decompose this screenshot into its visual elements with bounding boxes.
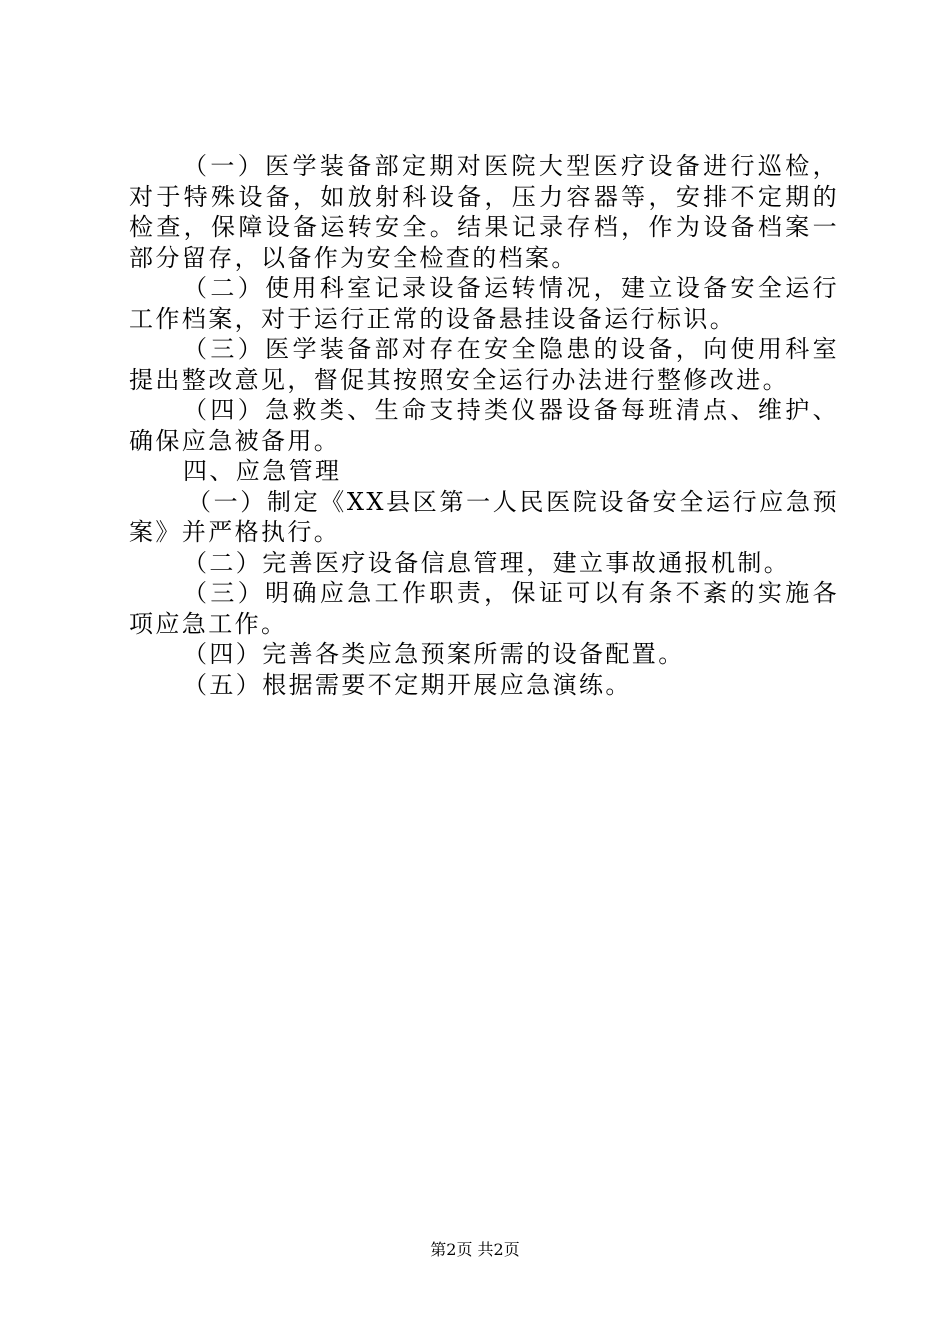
paragraph-equipment-inspection: （一）医学装备部定期对医院大型医疗设备进行巡检，对于特殊设备，如放射科设备，压力容器等，安排不定期的检查，保障设备运转安全。结果记录存档，作为设备档案一部分留存，以备作为安全检查的档案。: [129, 152, 839, 272]
paragraph-information-management: （二）完善医疗设备信息管理，建立事故通报机制。: [183, 548, 791, 577]
paragraph-usage-records: （二）使用科室记录设备运转情况，建立设备安全运行工作档案，对于运行正常的设备悬挂设备运行标识。: [129, 274, 839, 333]
paragraph-hazard-rectification: （三）医学装备部对存在安全隐患的设备，向使用科室提出整改意见，督促其按照安全运行办法进行整修改进。: [129, 335, 839, 394]
page-number-footer: 第2页 共2页: [430, 1240, 520, 1259]
paragraph-emergency-plan: （一）制定《XX县区第一人民医院设备安全运行应急预案》并严格执行。: [129, 487, 839, 546]
section-heading-emergency-management: 四、应急管理: [183, 457, 342, 485]
paragraph-equipment-configuration: （四）完善各类应急预案所需的设备配置。: [183, 640, 685, 668]
paragraph-emergency-drills: （五）根据需要不定期开展应急演练。: [183, 670, 632, 699]
document-body: [129, 151, 839, 700]
paragraph-emergency-duties: （三）明确应急工作职责，保证可以有条不紊的实施各项应急工作。: [129, 579, 839, 638]
paragraph-emergency-devices: （四）急救类、生命支持类仪器设备每班清点、维护、确保应急被备用。: [129, 396, 839, 455]
